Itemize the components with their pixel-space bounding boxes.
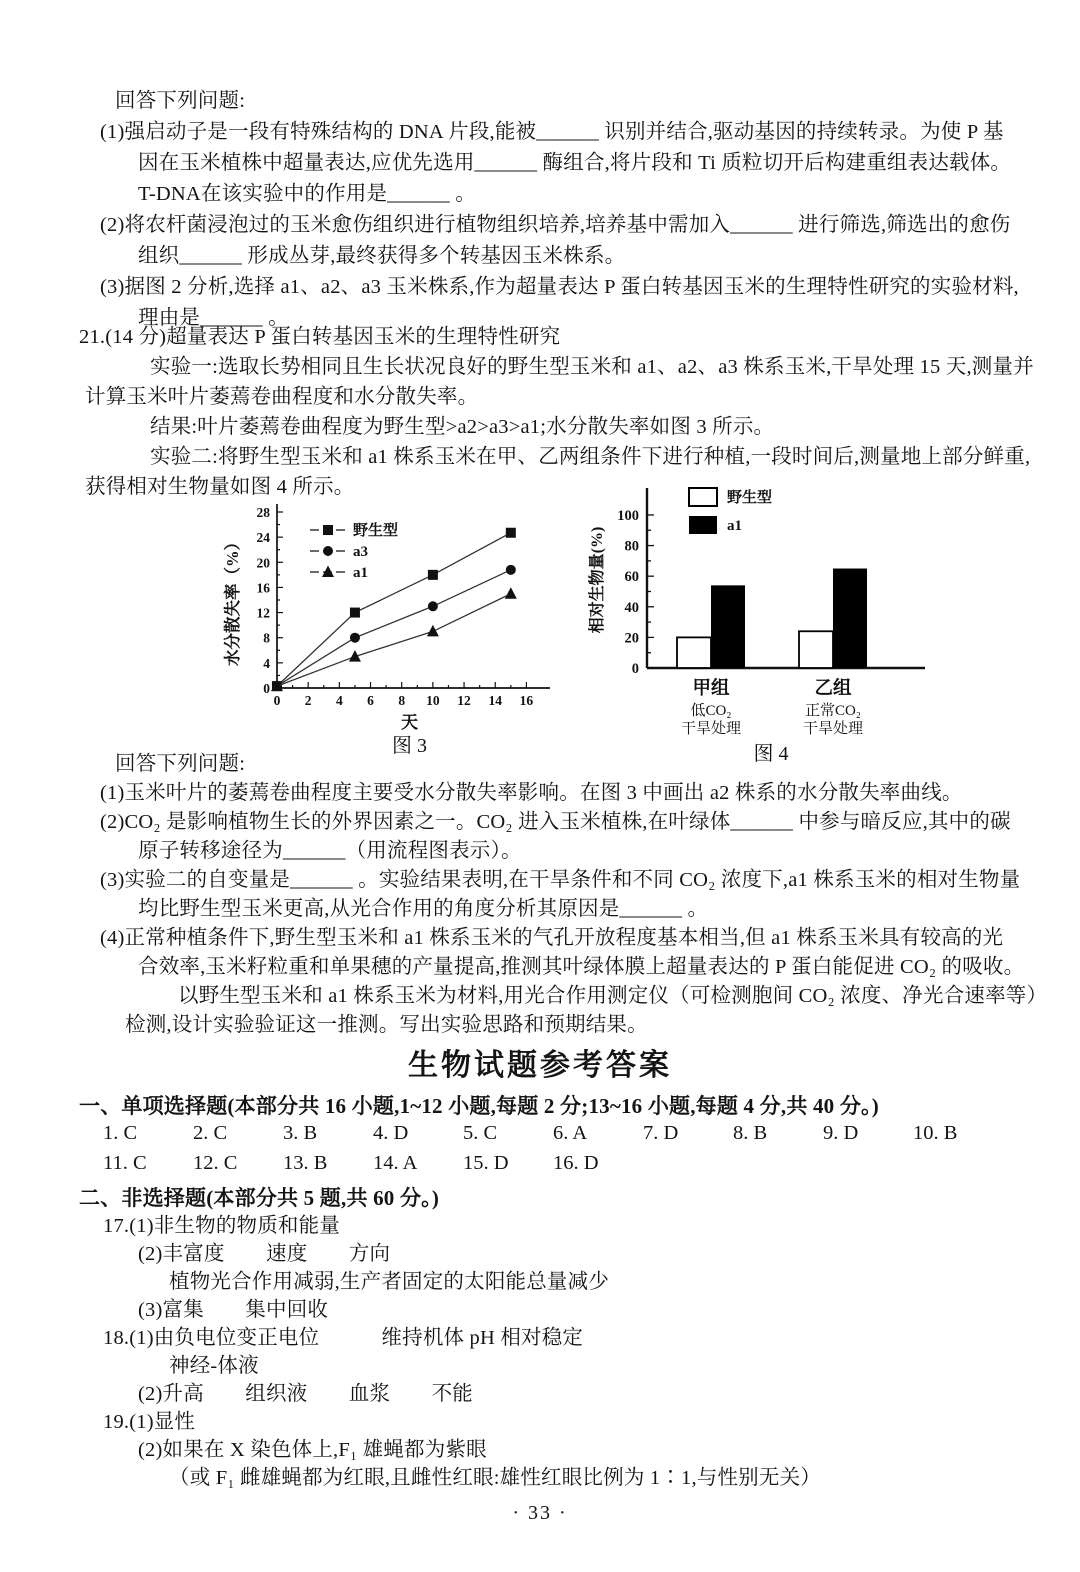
answer-line: 18.(1)由负电位变正电位 维持机体 pH 相对稳定: [103, 1327, 584, 1349]
figure4-bar-chart: [585, 478, 947, 764]
svg-text:水分散失率（%）: 水分散失率（%）: [223, 534, 242, 666]
answer-cell: 4. D: [373, 1122, 409, 1144]
question-21-block: [0, 322, 1080, 502]
answer-cell: 10. B: [913, 1122, 958, 1144]
svg-text:8: 8: [398, 693, 406, 708]
answer-cell: 9. D: [823, 1122, 859, 1144]
svg-text:60: 60: [624, 569, 639, 586]
svg-text:图 4: 图 4: [753, 743, 789, 764]
svg-text:干旱处理: 干旱处理: [802, 721, 864, 737]
svg-text:乙组: 乙组: [814, 679, 852, 699]
section-intro: 回答下列问题:: [115, 90, 246, 112]
question-line: 合效率,玉米籽粒重和单果穗的产量提高,推测其叶绿体膜上超量表达的 P 蛋白能促进 CO₂ 的吸收。: [138, 956, 1025, 978]
question-line: (2)CO₂ 是影响植物生长的外界因素之一。CO₂ 进入玉米植株,在叶绿体______ 中参与暗反应,其中的碳: [100, 811, 1011, 833]
svg-text:a3: a3: [353, 544, 368, 560]
answer-cell: 8. B: [733, 1122, 768, 1144]
section-intro: 回答下列问题:: [115, 753, 246, 775]
svg-text:低CO₂: 低CO₂: [690, 703, 732, 719]
answer-line: (2)丰富度 速度 方向: [138, 1243, 391, 1265]
choice-answers-row2: [103, 1152, 643, 1175]
answer-cell: 3. B: [283, 1122, 318, 1144]
svg-text:野生型: 野生型: [727, 490, 773, 506]
answer-cell: 5. C: [463, 1122, 498, 1144]
question-line: 实验一:选取长势相同且生长状况良好的野生型玉米和 a1、a2、a3 株系玉米,干旱处理 15 天,测量并: [150, 356, 1034, 378]
svg-text:20: 20: [624, 630, 639, 647]
section2-heading: 二、非选择题(本部分共 5 题,共 60 分。): [79, 1186, 440, 1210]
answer-line: (3)富集 集中回收: [138, 1299, 329, 1321]
question-line: (1)强启动子是一段有特殊结构的 DNA 片段,能被______ 识别并结合,驱动基因的持续转录。为使 P 基: [100, 121, 1004, 143]
answer-line: 19.(1)显性: [103, 1411, 196, 1433]
svg-text:a1: a1: [353, 565, 368, 581]
answer-cell: 14. A: [373, 1152, 418, 1174]
answer-cell: 15. D: [463, 1152, 509, 1174]
svg-text:0: 0: [273, 693, 281, 708]
section1-heading: 一、单项选择题(本部分共 16 小题,1~12 小题,每题 2 分;13~16 小题,每题 4 分,共 40 分。): [79, 1094, 879, 1118]
svg-text:16: 16: [519, 693, 534, 708]
question-line: 原子转移途径为______（用流程图表示）。: [138, 840, 522, 862]
svg-text:80: 80: [624, 538, 639, 555]
question-line: (3)实验二的自变量是______ 。实验结果表明,在干旱条件和不同 CO₂ 浓度下,a1 株系玉米的相对生物量: [100, 869, 1021, 891]
svg-text:干旱处理: 干旱处理: [680, 721, 742, 737]
question-line: 实验二:将野生型玉米和 a1 株系玉米在甲、乙两组条件下进行种植,一段时间后,测量地上部分鲜重,: [150, 446, 1031, 468]
question-line: 结果:叶片萎蔫卷曲程度为野生型>a2>a3>a1;水分散失率如图 3 所示。: [150, 416, 775, 438]
svg-text:0: 0: [263, 681, 270, 696]
choice-answers-row1: [103, 1122, 1003, 1145]
svg-text:4: 4: [335, 693, 343, 708]
answer-cell: 12. C: [193, 1152, 238, 1174]
answer-cell: 7. D: [643, 1122, 679, 1144]
question-line: (3)据图 2 分析,选择 a1、a2、a3 玉米株系,作为超量表达 P 蛋白转基因玉米的生理特性研究的实验材料,: [100, 276, 1019, 298]
svg-text:相对生物量(%): 相对生物量(%): [589, 526, 606, 634]
figure3-line-chart: [222, 492, 557, 760]
answer-cell: 13. B: [283, 1152, 328, 1174]
svg-text:100: 100: [617, 507, 639, 524]
answer-cell: 2. C: [193, 1122, 228, 1144]
svg-text:10: 10: [426, 693, 440, 708]
question-line: (4)正常种植条件下,野生型玉米和 a1 株系玉米的气孔开放程度基本相当,但 a1 株系玉米具有较高的光: [100, 927, 1004, 949]
answer-line: (2)升高 组织液 血浆 不能: [138, 1383, 474, 1405]
svg-text:40: 40: [624, 599, 639, 616]
answer-line: 17.(1)非生物的物质和能量: [103, 1215, 341, 1237]
svg-text:0: 0: [631, 661, 639, 677]
question-line: 21.(14 分)超量表达 P 蛋白转基因玉米的生理特性研究: [79, 326, 561, 348]
svg-text:14: 14: [488, 693, 502, 708]
answer-cell: 11. C: [103, 1152, 147, 1174]
svg-text:天: 天: [401, 713, 418, 732]
svg-text:24: 24: [256, 530, 270, 546]
question-21-subquestions-block: [0, 750, 1080, 1040]
question-20-block: [0, 86, 1080, 334]
svg-text:8: 8: [263, 630, 270, 646]
question-line: 计算玉米叶片萎蔫卷曲程度和水分散失率。: [85, 386, 479, 408]
question-line: 检测,设计实验验证这一推测。写出实验思路和预期结果。: [125, 1014, 648, 1036]
question-line: 获得相对生物量如图 4 所示。: [85, 476, 355, 498]
answer-line: 神经-体液: [169, 1355, 259, 1377]
answer-line: 植物光合作用减弱,生产者固定的太阳能总量减少: [169, 1271, 610, 1293]
answer-cell: 16. D: [553, 1152, 599, 1174]
svg-text:6: 6: [367, 693, 374, 708]
svg-text:正常CO₂: 正常CO₂: [804, 703, 862, 719]
question-line: 组织______ 形成丛芽,最终获得多个转基因玉米株系。: [138, 245, 626, 267]
svg-text:20: 20: [256, 555, 270, 571]
svg-text:野生型: 野生型: [353, 523, 399, 539]
svg-text:甲组: 甲组: [692, 679, 730, 699]
question-line: 以野生型玉米和 a1 株系玉米为材料,用光合作用测定仪（可检测胞间 CO₂ 浓度、净光合速率等）: [178, 985, 1048, 1007]
svg-text:图 3: 图 3: [392, 735, 427, 757]
svg-text:16: 16: [256, 580, 270, 596]
answer-cell: 6. A: [553, 1122, 588, 1144]
question-line: (2)将农杆菌浸泡过的玉米愈伤组织进行植物组织培养,培养基中需加入______ 进行筛选,筛选出的愈伤: [100, 214, 1011, 236]
svg-text:28: 28: [256, 505, 270, 520]
question-line: 因在玉米植株中超量表达,应优先选用______ 酶组合,将片段和 Ti 质粒切开后构建重组表达载体。: [138, 152, 1012, 174]
answer-cell: 1. C: [103, 1122, 138, 1144]
svg-text:12: 12: [256, 605, 270, 621]
answer-key-title: 生物试题参考答案: [408, 1049, 672, 1082]
svg-text:a1: a1: [727, 518, 742, 534]
answer-line: (2)如果在 X 染色体上,F₁ 雄蝇都为紫眼: [138, 1439, 487, 1461]
question-line: 均比野生型玉米更高,从光合作用的角度分析其原因是______ 。: [138, 898, 709, 920]
svg-text:12: 12: [457, 693, 471, 708]
question-line: T-DNA在该实验中的作用是______ 。: [138, 183, 476, 205]
page-number: · 33 ·: [512, 1502, 568, 1524]
svg-text:2: 2: [304, 693, 312, 708]
answer-line: （或 F₁ 雌雄蝇都为红眼,且雌性红眼:雄性红眼比例为 1∶1,与性别无关）: [169, 1467, 821, 1489]
free-response-answers-block: [0, 1212, 1080, 1492]
question-line: 理由是______ 。: [138, 307, 289, 329]
svg-text:4: 4: [263, 655, 270, 671]
question-line: (1)玉米叶片的萎蔫卷曲程度主要受水分散失率影响。在图 3 中画出 a2 株系的水分散失率曲线。: [100, 782, 963, 804]
